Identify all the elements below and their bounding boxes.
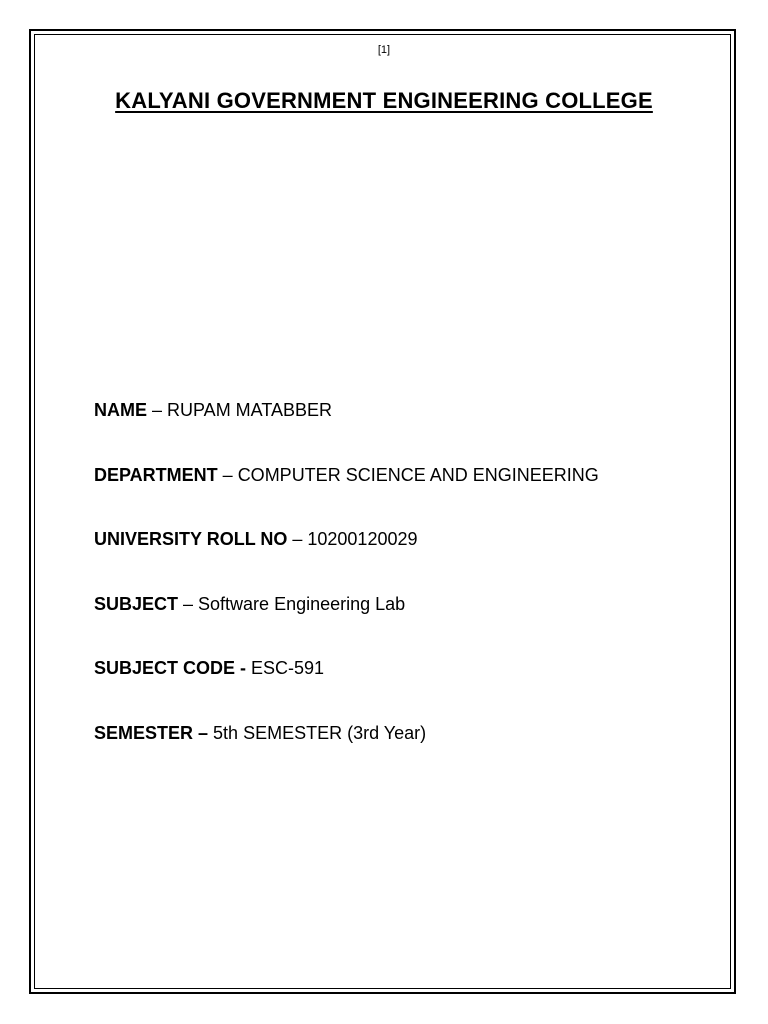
subject-code-value: ESC-591	[251, 658, 325, 678]
info-row-semester	[94, 721, 599, 786]
semester-value: 5th SEMESTER (3rd Year)	[213, 722, 427, 743]
page-number: [1]	[377, 44, 391, 56]
name-separator: –	[147, 400, 168, 420]
info-row-department	[94, 463, 599, 528]
info-row-roll-no	[94, 527, 599, 592]
subject-label: SUBJECT	[94, 593, 179, 614]
info-row-subject	[94, 592, 599, 657]
roll-no-value: 10200120029	[307, 529, 418, 549]
subject-value: Software Engineering Lab	[198, 593, 406, 614]
subject-separator: –	[178, 593, 199, 614]
department-value: COMPUTER SCIENCE AND ENGINEERING	[237, 464, 599, 485]
student-info-list	[94, 398, 599, 785]
roll-no-separator: –	[287, 529, 308, 549]
department-separator: –	[217, 464, 238, 485]
department-label: DEPARTMENT	[94, 464, 218, 485]
name-value: RUPAM MATABBER	[167, 400, 333, 420]
college-title: KALYANI GOVERNMENT ENGINEERING COLLEGE	[115, 88, 653, 113]
semester-label: SEMESTER –	[94, 722, 209, 743]
info-row-subject-code	[94, 656, 599, 721]
subject-code-label: SUBJECT CODE -	[94, 658, 247, 678]
name-label: NAME	[94, 400, 147, 420]
roll-no-label: UNIVERSITY ROLL NO	[94, 529, 288, 549]
info-row-name	[94, 398, 599, 463]
